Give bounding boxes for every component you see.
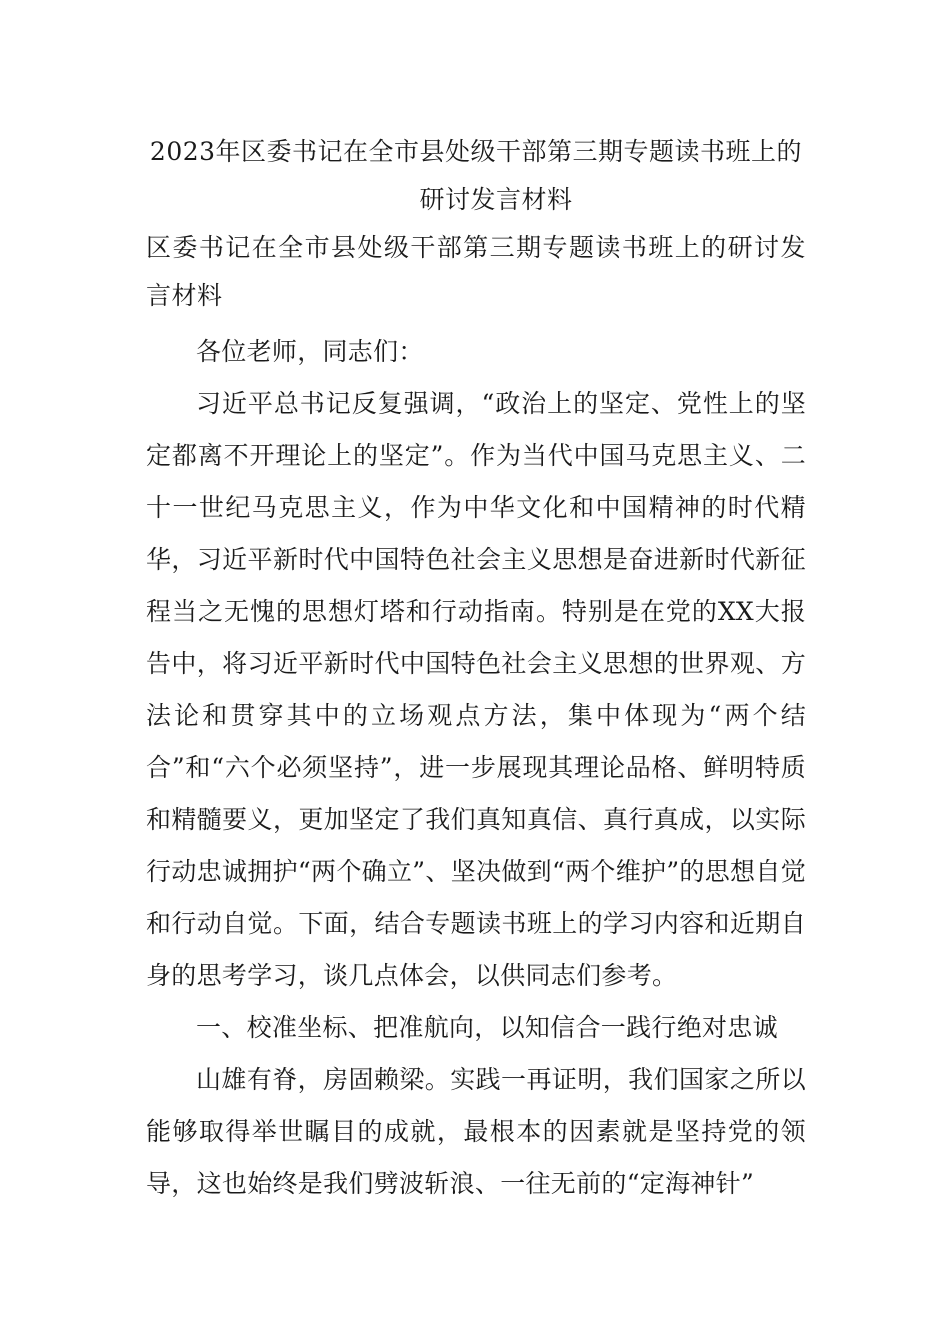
document-page	[146, 128, 806, 1210]
document-subtitle: 区委书记在全市县处级干部第三期专题读书班上的研讨发言材料	[146, 233, 806, 310]
paragraph-intro: 习近平总书记反复强调，“政治上的坚定、党性上的坚定都离不开理论上的坚定”。作为当代中国马克思主义、二十一世纪马克思主义，作为中华文化和中国精神的时代精华，习近平新时代中国特色社会主义思想是奋进新时代新征程当之无愧的思想灯塔和行动指南。特别是在党的XX大报告中，将习近平新时代中国特色社会主义思想的世界观、方法论和贯穿其中的立场观点方法，集中体现为“两个结合”和“六个必须坚持”，进一步展现其理论品格、鲜明特质和精髓要义，更加坚定了我们真知真信、真行真成，以实际行动忠诚拥护“两个确立”、坚决做到“两个维护”的思想自觉和行动自觉。下面，结合专题读书班上的学习内容和近期自身的思考学习，谈几点体会，以供同志们参考。	[146, 389, 806, 990]
document-title	[146, 128, 806, 224]
greeting: 各位老师，同志们：	[196, 337, 424, 366]
document-title-line2: 研讨发言材料	[419, 185, 573, 214]
document-title-line1: 2023年区委书记在全市县处级干部第三期专题读书班上的	[149, 137, 803, 166]
section-heading-1: 一、校准坐标、把准航向，以知信合一践行绝对忠诚	[196, 1013, 778, 1042]
paragraph-section1: 山雄有脊，房固赖梁。实践一再证明，我们国家之所以能够取得举世瞩目的成就，最根本的因素就是坚持党的领导，这也始终是我们劈波斩浪、一往无前的“定海神针”	[146, 1065, 806, 1198]
